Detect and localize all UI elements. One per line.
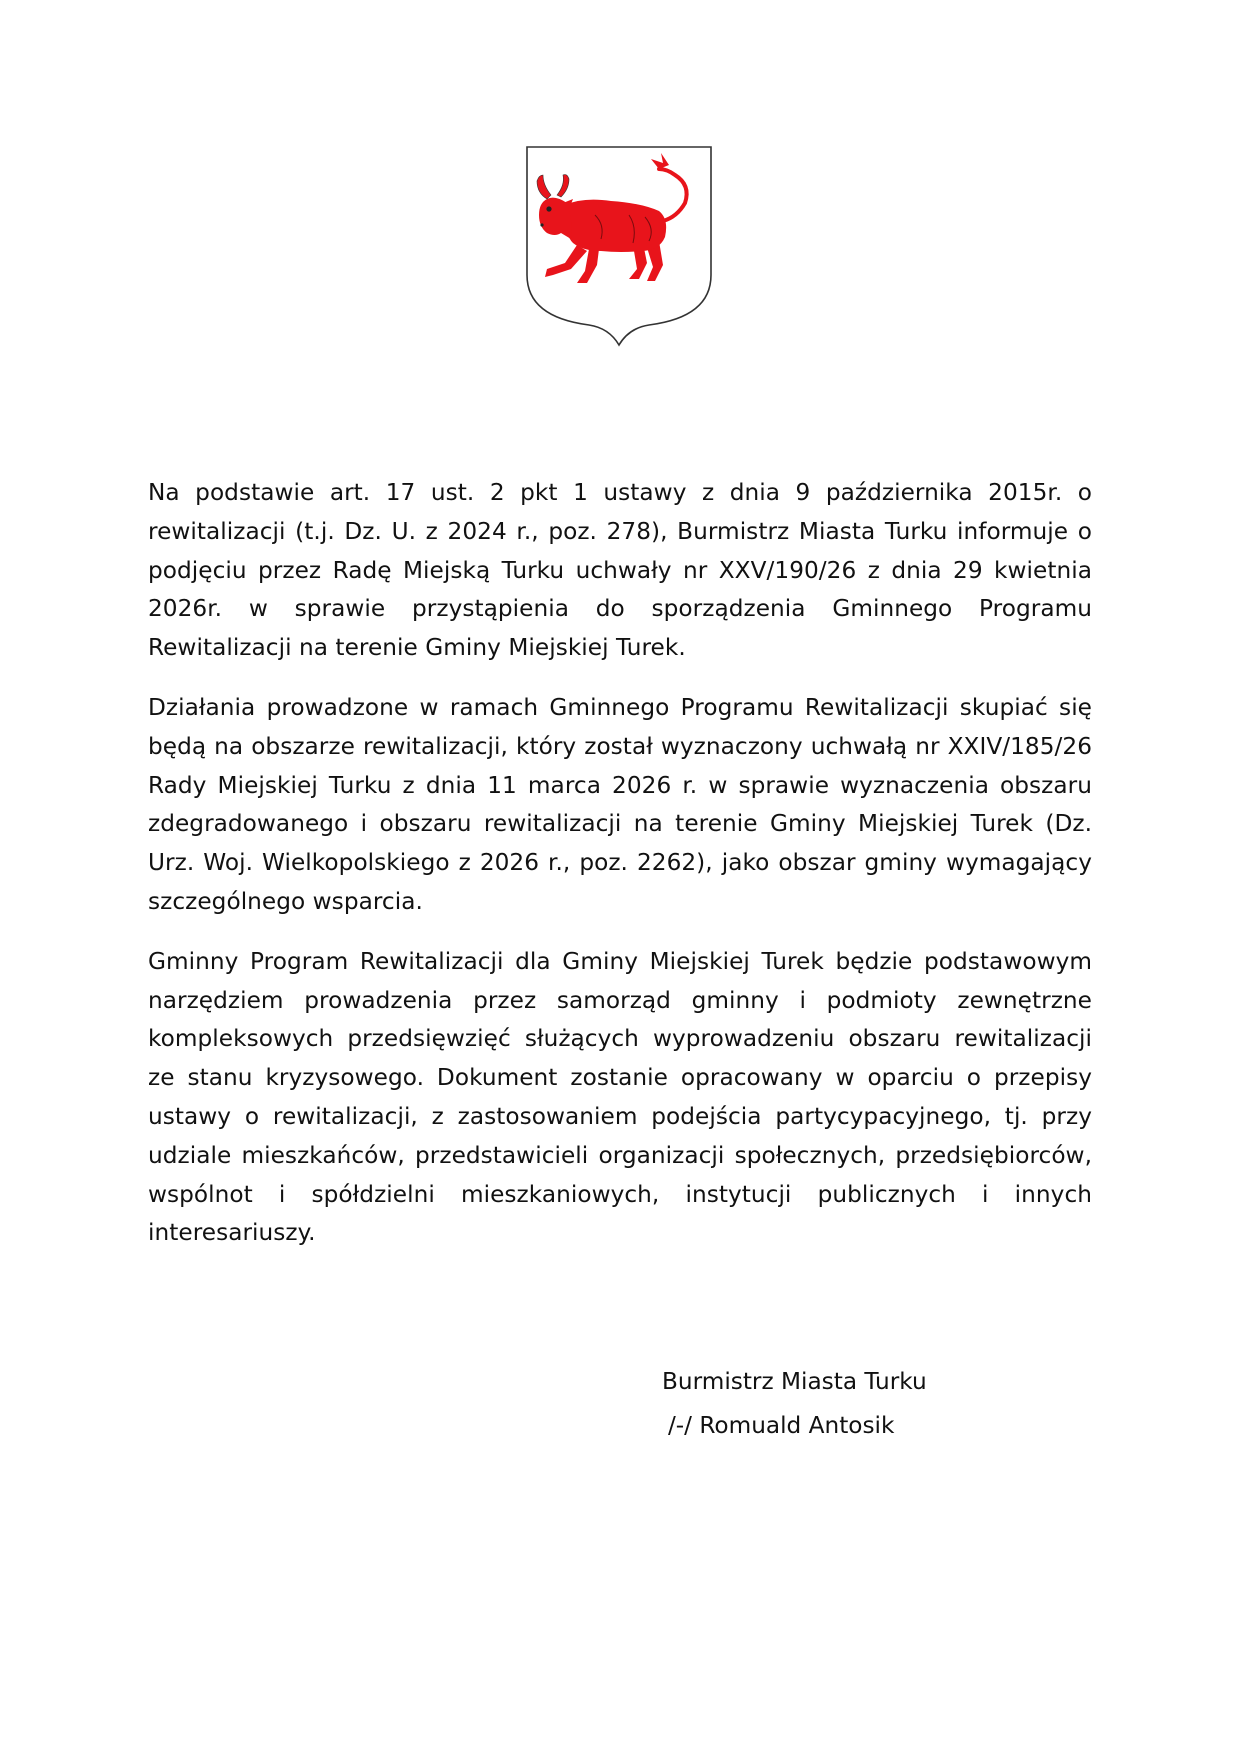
signature-title: Burmistrz Miasta Turku <box>662 1368 927 1395</box>
coat-of-arms-icon <box>525 145 713 348</box>
signature-name: /-/ Romuald Antosik <box>668 1412 895 1439</box>
paragraph-3: Gminny Program Rewitalizacji dla Gminy Miejskiej Turek będzie podstawowym narzędziem prowadzenia przez samorząd gminny i podmioty zewnętrzne kompleksowych przedsięwzięć służących wyprowadzeniu obszaru rewitalizacji ze stanu kryzysowego. Dokument zostanie opracowany w oparciu o przepisy ustawy o rewitalizacji, z zastosowaniem podejścia partycypacyjnego, tj. przy udziale mieszkańców, przedstawicieli organizacji społecznych, przedsiębiorców, wspólnot i spółdzielni mieszkaniowych, instytucji publicznych i innych interesariuszy. <box>148 947 1092 1247</box>
paragraph-1: Na podstawie art. 17 ust. 2 pkt 1 ustawy z dnia 9 października 2015r. o rewitalizacji (t.j. Dz. U. z 2024 r., poz. 278), Burmistrz Miasta Turku informuje o podjęciu przez Radę Miejską Turku uchwały nr XXV/190/26 z dnia 29 kwietnia 2026r. w sprawie przystąpienia do sporządzenia Gminnego Programu Rewitalizacji na terenie Gminy Miejskiej Turek. <box>148 479 1092 662</box>
signature-block <box>662 1360 1022 1448</box>
document-body <box>148 474 1092 1274</box>
paragraph-2: Działania prowadzone w ramach Gminnego Programu Rewitalizacji skupiać się będą na obszarze rewitalizacji, który został wyznaczony uchwałą nr XXIV/185/26 Rady Miejskiej Turku z dnia 11 marca 2026 r. w sprawie wyznaczenia obszaru zdegradowanego i obszaru rewitalizacji na terenie Gminy Miejskiej Turek (Dz. Urz. Woj. Wielkopolskiego z 2026 r., poz. 2262), jako obszar gminy wymagający szczególnego wsparcia. <box>148 693 1092 915</box>
